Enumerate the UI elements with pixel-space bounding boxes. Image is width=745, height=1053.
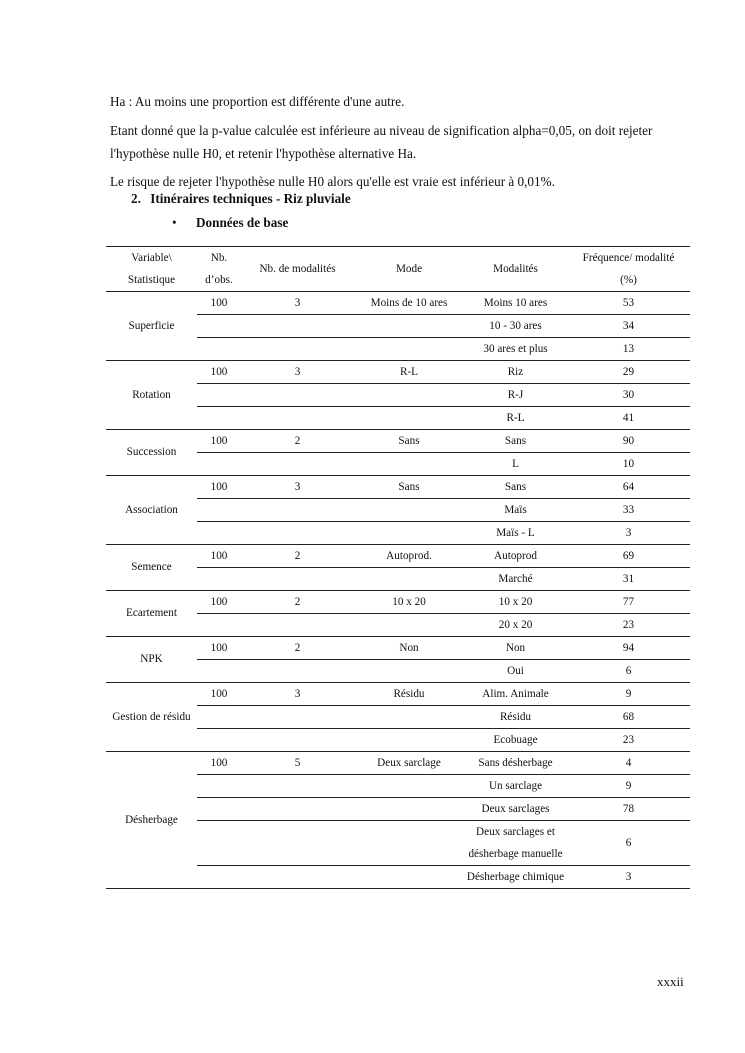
- cell-frequence: 53: [622, 297, 635, 309]
- cell-modalite: L: [464, 453, 567, 476]
- cell-modalite: Non: [464, 637, 567, 660]
- bullet-icon: •: [172, 215, 177, 230]
- cell-modalite: R-J: [464, 384, 567, 407]
- subsection-title: Données de base: [196, 215, 289, 230]
- cell-modalite: Deux sarclages: [464, 798, 567, 821]
- cell-frequence: 6: [567, 660, 690, 683]
- cell-frequence: 23: [567, 614, 690, 637]
- cell-modalite: Résidu: [464, 706, 567, 729]
- cell-nb-modalites: [241, 499, 354, 522]
- cell-nb-modalites: [241, 407, 354, 430]
- cell-mode: [354, 453, 464, 476]
- cell-nb-modalites: [241, 706, 354, 729]
- header-modalites: Modalités: [464, 247, 567, 292]
- section-heading: [131, 191, 351, 207]
- cell-frequence: 3: [567, 866, 690, 889]
- cell-variable: Gestion de résidu: [106, 683, 197, 752]
- cell-frequence: 29: [567, 361, 690, 384]
- cell-modalite: Sans désherbage: [464, 752, 567, 775]
- cell-modalite: Sans: [464, 430, 567, 453]
- cell-nb-obs: [197, 407, 241, 430]
- header-nb-obs: Nb. d’obs.: [197, 247, 241, 292]
- cell-nb-modalites: 2: [241, 545, 354, 568]
- cell-nb-modalites: [241, 798, 354, 821]
- header-mode: Mode: [354, 247, 464, 292]
- cell-nb-obs: 100: [197, 430, 241, 453]
- cell-nb-modalites: [241, 338, 354, 361]
- cell-frequence: 13: [567, 338, 690, 361]
- cell-frequence: 78: [567, 798, 690, 821]
- cell-modalite: Deux sarclages et désherbage manuelle: [464, 821, 567, 866]
- cell-modalite: Marché: [464, 568, 567, 591]
- cell-frequence: 77: [567, 591, 690, 614]
- cell-frequence: 10: [567, 453, 690, 476]
- cell-nb-modalites: [241, 453, 354, 476]
- cell-nb-modalites: [241, 866, 354, 889]
- page-number: xxxii: [657, 974, 684, 989]
- cell-mode: Non: [354, 637, 464, 660]
- subsection-heading: [172, 215, 288, 231]
- cell-frequence: 34: [567, 315, 690, 338]
- cell-nb-obs: [197, 499, 241, 522]
- cell-nb-obs: [197, 384, 241, 407]
- table-row: [106, 292, 690, 315]
- table-row: [106, 476, 690, 499]
- cell-nb-obs: 100: [197, 683, 241, 706]
- cell-nb-obs: 100: [197, 361, 241, 384]
- cell-nb-modalites: [241, 568, 354, 591]
- cell-nb-obs: [197, 568, 241, 591]
- cell-nb-modalites: 3: [241, 683, 354, 706]
- cell-modalite: Désherbage chimique: [464, 866, 567, 889]
- cell-modalite: 10 x 20: [464, 591, 567, 614]
- cell-nb-obs: [197, 522, 241, 545]
- cell-mode: Sans: [354, 476, 464, 499]
- cell-mode: Deux sarclage: [354, 752, 464, 775]
- cell-nb-modalites: 5: [241, 752, 354, 775]
- data-table: [106, 246, 690, 889]
- cell-mode: 10 x 20: [354, 591, 464, 614]
- header-nb-modalites: Nb. de modalités: [241, 247, 354, 292]
- cell-variable: Succession: [106, 430, 197, 476]
- table-row: [106, 430, 690, 453]
- cell-nb-modalites: [241, 614, 354, 637]
- cell-frequence: 90: [567, 430, 690, 453]
- paragraph-alternative-hypothesis: Ha : Au moins une proportion est différente d'une autre.: [110, 94, 405, 109]
- cell-modalite: R-L: [464, 407, 567, 430]
- cell-mode: [354, 775, 464, 798]
- cell-frequence: 41: [567, 407, 690, 430]
- table-row: [106, 545, 690, 568]
- cell-mode: [354, 660, 464, 683]
- cell-nb-obs: [197, 660, 241, 683]
- section-number: 2.: [131, 191, 141, 206]
- cell-modalite: Ecobuage: [464, 729, 567, 752]
- cell-frequence: 4: [567, 752, 690, 775]
- cell-frequence: 94: [567, 637, 690, 660]
- cell-nb-modalites: 3: [241, 476, 354, 499]
- cell-modalite: 30 ares et plus: [464, 338, 567, 361]
- cell-mode: Autoprod.: [354, 545, 464, 568]
- cell-nb-obs: [197, 706, 241, 729]
- header-variable: Variable\ Statistique: [106, 247, 197, 292]
- cell-nb-obs: 100: [197, 591, 241, 614]
- cell-nb-modalites: [241, 729, 354, 752]
- cell-variable: Superficie: [128, 319, 175, 332]
- cell-modalite: Moins 10 ares: [483, 297, 548, 309]
- cell-nb-obs: [197, 775, 241, 798]
- cell-nb-modalites: 3: [294, 297, 301, 309]
- table-header-row: [106, 247, 690, 292]
- cell-modalite: Maïs - L: [464, 522, 567, 545]
- cell-frequence: 23: [567, 729, 690, 752]
- cell-nb-obs: [197, 338, 241, 361]
- table-row: [106, 752, 690, 775]
- cell-nb-obs: [197, 866, 241, 889]
- cell-variable: Ecartement: [106, 591, 197, 637]
- cell-nb-modalites: [241, 522, 354, 545]
- table-row: [106, 591, 690, 614]
- cell-mode: Moins de 10 ares: [370, 297, 448, 309]
- cell-variable: Désherbage: [106, 752, 197, 889]
- table-row: [106, 683, 690, 706]
- cell-frequence: 33: [567, 499, 690, 522]
- cell-variable: Semence: [106, 545, 197, 591]
- cell-nb-modalites: [241, 821, 354, 866]
- cell-nb-obs: [197, 798, 241, 821]
- cell-frequence: 9: [567, 775, 690, 798]
- cell-mode: [354, 568, 464, 591]
- cell-mode: R-L: [354, 361, 464, 384]
- cell-modalite: Un sarclage: [464, 775, 567, 798]
- cell-modalite: 20 x 20: [464, 614, 567, 637]
- cell-nb-obs: 100: [197, 476, 241, 499]
- cell-variable: Association: [106, 476, 197, 545]
- cell-nb-obs: 100: [197, 545, 241, 568]
- cell-mode: Résidu: [354, 683, 464, 706]
- table-row: [106, 361, 690, 384]
- cell-mode: [354, 798, 464, 821]
- cell-mode: [354, 866, 464, 889]
- cell-nb-obs: 100: [197, 637, 241, 660]
- cell-frequence: 68: [567, 706, 690, 729]
- cell-frequence: 6: [567, 821, 690, 866]
- cell-mode: [354, 407, 464, 430]
- cell-mode: [354, 315, 464, 338]
- header-frequence: Fréquence/ modalité (%): [567, 247, 690, 292]
- section-title: Itinéraires techniques - Riz pluviale: [150, 191, 351, 206]
- cell-frequence: 9: [567, 683, 690, 706]
- cell-nb-obs: [197, 729, 241, 752]
- cell-modalite: Alim. Animale: [464, 683, 567, 706]
- cell-nb-modalites: 2: [241, 637, 354, 660]
- cell-mode: [354, 729, 464, 752]
- cell-frequence: 3: [567, 522, 690, 545]
- cell-nb-modalites: [241, 775, 354, 798]
- cell-frequence: 64: [567, 476, 690, 499]
- cell-modalite: 10 - 30 ares: [464, 315, 567, 338]
- cell-nb-obs: [197, 453, 241, 476]
- cell-mode: [354, 499, 464, 522]
- cell-mode: [354, 706, 464, 729]
- cell-modalite: Riz: [464, 361, 567, 384]
- table-row: [106, 637, 690, 660]
- cell-frequence: 30: [567, 384, 690, 407]
- table-body: [106, 292, 690, 889]
- cell-mode: [354, 338, 464, 361]
- cell-frequence: 31: [567, 568, 690, 591]
- cell-nb-modalites: [241, 315, 354, 338]
- cell-nb-obs: 100: [197, 752, 241, 775]
- cell-nb-obs: [197, 614, 241, 637]
- cell-mode: [354, 384, 464, 407]
- cell-mode: [354, 821, 464, 866]
- cell-nb-modalites: [241, 660, 354, 683]
- cell-nb-modalites: 2: [241, 591, 354, 614]
- cell-nb-obs: [197, 821, 241, 866]
- paragraph-risk: Le risque de rejeter l'hypothèse nulle H0 alors qu'elle est vraie est inférieur à 0,01%.: [110, 174, 555, 189]
- cell-nb-modalites: 3: [241, 361, 354, 384]
- cell-nb-obs: 100: [210, 297, 228, 309]
- cell-modalite: Oui: [464, 660, 567, 683]
- cell-modalite: Autoprod: [464, 545, 567, 568]
- paragraph-p-value-conclusion: Etant donné que la p-value calculée est inférieure au niveau de signification alpha=0,05, on doit rejeter l'hypothèse nulle H0, et retenir l'hypothèse alternative Ha.: [110, 123, 653, 161]
- cell-nb-modalites: [241, 384, 354, 407]
- cell-mode: Sans: [354, 430, 464, 453]
- cell-mode: [354, 522, 464, 545]
- cell-nb-obs: [197, 315, 241, 338]
- cell-mode: [354, 614, 464, 637]
- cell-frequence: 69: [567, 545, 690, 568]
- cell-variable: NPK: [106, 637, 197, 683]
- cell-variable: Rotation: [106, 361, 197, 430]
- cell-nb-modalites: 2: [241, 430, 354, 453]
- cell-modalite: Sans: [464, 476, 567, 499]
- cell-modalite: Maïs: [464, 499, 567, 522]
